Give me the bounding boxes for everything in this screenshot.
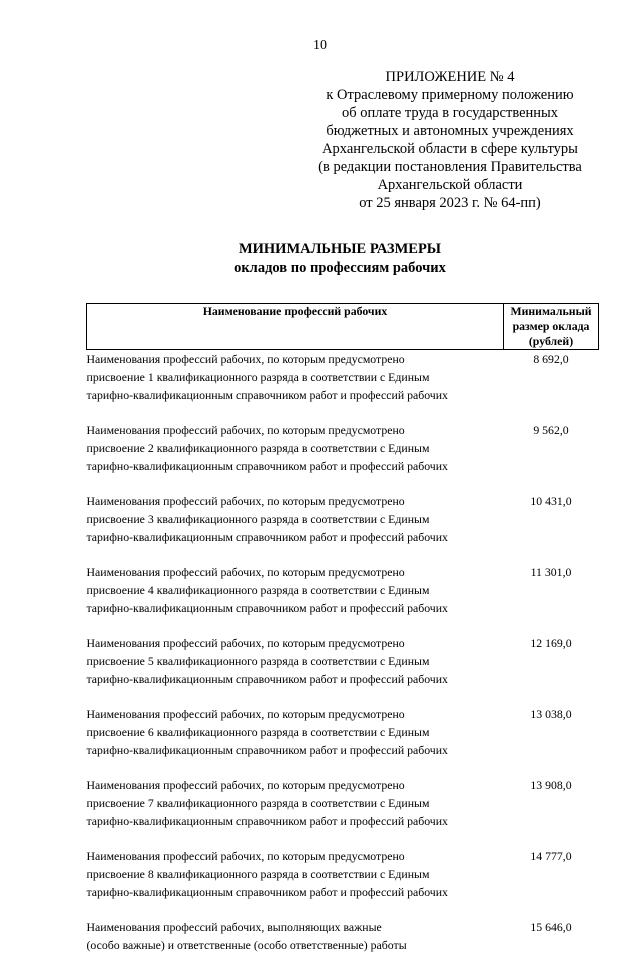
profession-name-line: присвоение 2 квалификационного разряда в соответствии с Единым: [87, 439, 504, 457]
header-min-salary: [504, 304, 599, 350]
profession-name-line: Наименования профессий рабочих, по которым предусмотрено: [87, 421, 504, 439]
profession-name-line: тарифно-квалификационным справочником работ и профессий рабочих: [87, 670, 504, 688]
profession-name-line: Наименования профессий рабочих, по которым предусмотрено: [87, 563, 504, 581]
profession-name-line: присвоение 3 квалификационного разряда в соответствии с Единым: [87, 510, 504, 528]
profession-name-line: Наименования профессий рабочих, выполняющих важные: [87, 918, 504, 936]
profession-name-line: тарифно-квалификационным справочником работ и профессий рабочих: [87, 528, 504, 546]
profession-name-line: присвоение 7 квалификационного разряда в соответствии с Единым: [87, 794, 504, 812]
profession-name-line: присвоение 8 квалификационного разряда в соответствии с Единым: [87, 865, 504, 883]
row-spacer: [87, 546, 599, 563]
profession-name-line: Наименования профессий рабочих, по которым предусмотрено: [87, 776, 504, 794]
spacer-cell: [87, 830, 599, 847]
header-min-salary-line: размер оклада: [504, 319, 598, 334]
profession-name-cell: [87, 705, 504, 759]
profession-name-cell: [87, 847, 504, 901]
appendix-line: Архангельской области: [300, 176, 600, 194]
min-salary-cell: 12 169,0: [504, 634, 599, 688]
spacer-cell: [87, 404, 599, 421]
profession-name-line: тарифно-квалификационным справочником работ и профессий рабочих: [87, 386, 504, 404]
profession-name-line: присвоение 6 квалификационного разряда в соответствии с Единым: [87, 723, 504, 741]
min-salary-cell: 14 777,0: [504, 847, 599, 901]
row-spacer: [87, 404, 599, 421]
profession-name-cell: [87, 634, 504, 688]
min-salary-cell: 8 692,0: [504, 350, 599, 405]
min-salary-cell: 13 038,0: [504, 705, 599, 759]
table-row: [87, 918, 599, 954]
title-line-1: МИНИМАЛЬНЫЕ РАЗМЕРЫ: [0, 240, 640, 259]
row-spacer: [87, 759, 599, 776]
profession-name-line: Наименования профессий рабочих, по которым предусмотрено: [87, 492, 504, 510]
spacer-cell: [87, 688, 599, 705]
min-salary-cell: 11 301,0: [504, 563, 599, 617]
profession-name-cell: [87, 918, 504, 954]
appendix-line: об оплате труда в государственных: [300, 104, 600, 122]
min-salary-cell: 10 431,0: [504, 492, 599, 546]
profession-name-line: тарифно-квалификационным справочником работ и профессий рабочих: [87, 883, 504, 901]
min-salary-cell: 9 562,0: [504, 421, 599, 475]
min-salary-cell: 15 646,0: [504, 918, 599, 954]
table-row: [87, 776, 599, 830]
header-profession-name: Наименование профессий рабочих: [87, 304, 504, 350]
profession-name-line: тарифно-квалификационным справочником работ и профессий рабочих: [87, 741, 504, 759]
profession-name-cell: [87, 776, 504, 830]
profession-name-line: (особо важные) и ответственные (особо ответственные) работы: [87, 936, 504, 954]
profession-name-line: тарифно-квалификационным справочником работ и профессий рабочих: [87, 812, 504, 830]
spacer-cell: [87, 546, 599, 563]
table-row: [87, 421, 599, 475]
profession-name-line: присвоение 1 квалификационного разряда в соответствии с Единым: [87, 368, 504, 386]
profession-name-line: тарифно-квалификационным справочником работ и профессий рабочих: [87, 457, 504, 475]
row-spacer: [87, 901, 599, 918]
table-body: [87, 350, 599, 954]
header-min-salary-line: Минимальный: [504, 304, 598, 319]
table-row: [87, 492, 599, 546]
profession-name-line: Наименования профессий рабочих, по которым предусмотрено: [87, 350, 504, 368]
profession-name-line: Наименования профессий рабочих, по которым предусмотрено: [87, 847, 504, 865]
appendix-line: от 25 января 2023 г. № 64-пп): [300, 194, 600, 212]
profession-name-line: Наименования профессий рабочих, по которым предусмотрено: [87, 634, 504, 652]
appendix-line: Архангельской области в сфере культуры: [300, 140, 600, 158]
profession-name-line: присвоение 5 квалификационного разряда в соответствии с Единым: [87, 652, 504, 670]
table-row: [87, 634, 599, 688]
spacer-cell: [87, 759, 599, 776]
table-row: [87, 847, 599, 901]
row-spacer: [87, 688, 599, 705]
appendix-header: [300, 68, 600, 212]
table-row: [87, 350, 599, 405]
profession-name-cell: [87, 492, 504, 546]
appendix-line: к Отраслевому примерному положению: [300, 86, 600, 104]
row-spacer: [87, 617, 599, 634]
appendix-line: (в редакции постановления Правительства: [300, 158, 600, 176]
appendix-line: бюджетных и автономных учреждениях: [300, 122, 600, 140]
profession-name-line: Наименования профессий рабочих, по которым предусмотрено: [87, 705, 504, 723]
document-title: [0, 240, 640, 278]
profession-name-cell: [87, 421, 504, 475]
header-min-salary-line: (рублей): [504, 334, 598, 349]
title-line-2: окладов по профессиям рабочих: [0, 259, 640, 278]
salary-table: [86, 303, 599, 954]
profession-name-line: присвоение 4 квалификационного разряда в соответствии с Единым: [87, 581, 504, 599]
profession-name-cell: [87, 563, 504, 617]
profession-name-line: тарифно-квалификационным справочником работ и профессий рабочих: [87, 599, 504, 617]
row-spacer: [87, 475, 599, 492]
spacer-cell: [87, 617, 599, 634]
profession-name-cell: [87, 350, 504, 405]
spacer-cell: [87, 475, 599, 492]
table-header-row: [87, 304, 599, 350]
row-spacer: [87, 830, 599, 847]
page-number: 10: [0, 38, 640, 54]
appendix-line: ПРИЛОЖЕНИЕ № 4: [300, 68, 600, 86]
min-salary-cell: 13 908,0: [504, 776, 599, 830]
table-row: [87, 705, 599, 759]
table-row: [87, 563, 599, 617]
spacer-cell: [87, 901, 599, 918]
